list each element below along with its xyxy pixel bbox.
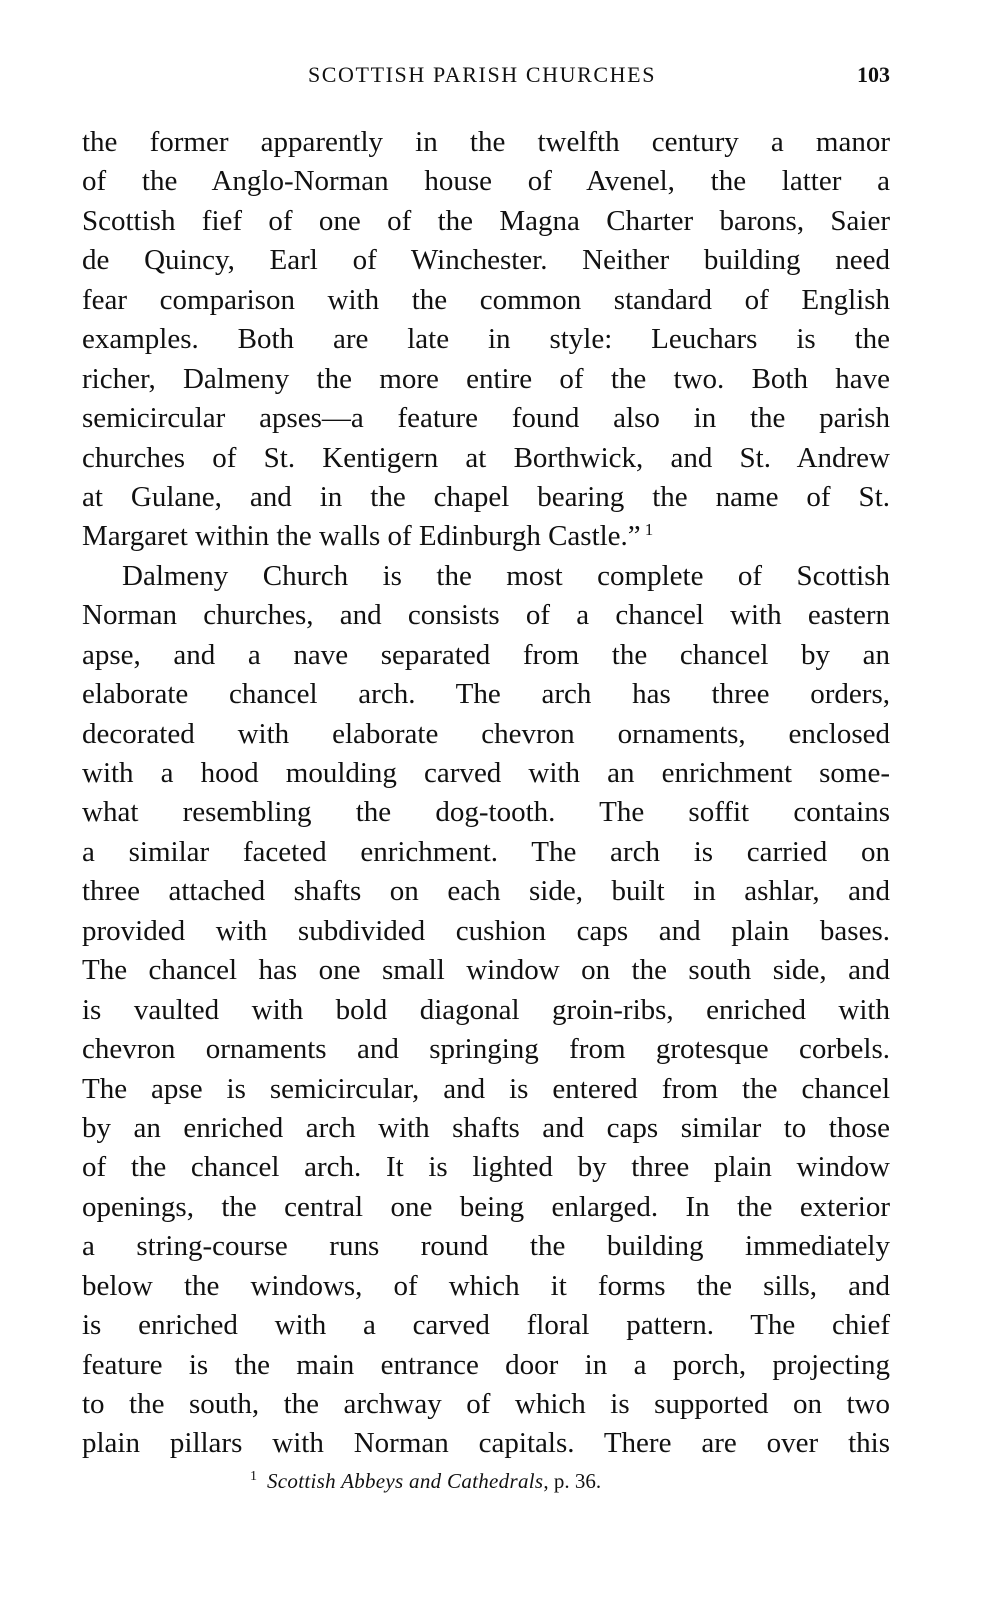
text-line: [82, 912, 890, 951]
line-text: is vaulted with bold diagonal groin-ribs, enriched with: [82, 993, 890, 1026]
text-line: [82, 320, 890, 359]
line-text: semicircular apses—a feature found also in the parish: [82, 402, 890, 435]
text-line: [82, 399, 890, 438]
text-line: [82, 1030, 890, 1069]
line-text: by an enriched arch with shafts and caps similar to those: [82, 1111, 890, 1144]
text-line: [82, 281, 890, 320]
text-line: [82, 1148, 890, 1187]
text-line: [82, 202, 890, 241]
line-text: at Gulane, and in the chapel bearing the name of St.: [82, 480, 890, 513]
line-text: with a hood moulding carved with an enrichment some-: [82, 757, 890, 789]
line-text: apse, and a nave separated from the chancel by an: [82, 638, 890, 671]
text-line: [82, 162, 890, 201]
line-text: below the windows, of which it forms the sills, and: [82, 1269, 890, 1302]
footnote-page: , p. 36.: [543, 1469, 602, 1493]
footnote-title: Scottish Abbeys and Cathedrals: [267, 1469, 544, 1493]
line-text: The chancel has one small window on the south side, and: [82, 954, 890, 987]
text-line: [82, 951, 890, 990]
line-text: decorated with elaborate chevron ornaments, enclosed: [82, 717, 890, 750]
text-line: [82, 241, 890, 280]
line-text: what resembling the dog-tooth. The soffit contains: [82, 796, 890, 829]
footnote-mark: 1: [250, 1469, 257, 1484]
text-line: [82, 833, 890, 872]
footnote-reference: 1: [644, 520, 654, 540]
text-line: [82, 123, 890, 162]
line-text: feature is the main entrance door in a porch, projecting: [82, 1348, 890, 1381]
text-line: [82, 754, 890, 793]
line-text: is enriched with a carved floral pattern. The chief: [82, 1309, 890, 1342]
text-line: [82, 1227, 890, 1266]
text-line: [82, 1267, 890, 1306]
body-text: [82, 123, 890, 1464]
text-line: [82, 1385, 890, 1424]
text-line: [82, 478, 890, 517]
line-text: de Quincy, Earl of Winchester. Neither building need: [82, 244, 890, 277]
text-line: [82, 991, 890, 1030]
text-line: [82, 1424, 890, 1463]
line-text: Norman churches, and consists of a chancel with eastern: [82, 599, 890, 632]
line-text: a similar faceted enrichment. The arch is carried on: [82, 835, 890, 868]
text-line: [82, 1306, 890, 1345]
line-text: fear comparison with the common standard of English: [82, 283, 890, 316]
line-text: The apse is semicircular, and is entered from the chancel: [82, 1072, 890, 1105]
line-text: plain pillars with Norman capitals. There are over this: [82, 1427, 890, 1460]
text-line: [82, 715, 890, 754]
footnote: [250, 1462, 601, 1496]
text-line: [82, 1109, 890, 1148]
line-text: of the chancel arch. It is lighted by three plain window: [82, 1151, 890, 1184]
line-text: Dalmeny Church is the most complete of Scottish: [122, 559, 890, 592]
line-text: Margaret within the walls of Edinburgh Castle.”: [82, 520, 641, 553]
text-line: [82, 596, 890, 635]
paragraph-1: [82, 123, 890, 557]
line-text: to the south, the archway of which is supported on two: [82, 1388, 890, 1420]
text-line: [82, 517, 890, 556]
text-line: [82, 360, 890, 399]
line-text: provided with subdivided cushion caps and plain bases.: [82, 914, 890, 947]
line-text: chevron ornaments and springing from grotesque corbels.: [82, 1033, 890, 1066]
text-line: [82, 1070, 890, 1109]
line-text: the former apparently in the twelfth century a manor: [82, 126, 890, 158]
paragraph-2: [82, 557, 890, 1464]
line-text: richer, Dalmeny the more entire of the two. Both have: [82, 362, 890, 395]
text-line: [82, 872, 890, 911]
line-text: Scottish fief of one of the Magna Charter barons, Saier: [82, 204, 890, 237]
page-number: 103: [857, 62, 890, 87]
text-line: [82, 793, 890, 832]
line-text: churches of St. Kentigern at Borthwick, and St. Andrew: [82, 441, 890, 474]
text-line: [82, 557, 890, 596]
running-head: [82, 58, 890, 92]
line-text: of the Anglo-Norman house of Avenel, the latter a: [82, 165, 890, 198]
line-text: examples. Both are late in style: Leuchars is the: [82, 323, 890, 356]
running-title: SCOTTISH PARISH CHURCHES: [307, 62, 657, 87]
line-text: openings, the central one being enlarged. In the exterior: [82, 1190, 890, 1223]
text-line: [82, 439, 890, 478]
text-line: [82, 675, 890, 714]
line-text: a string-course runs round the building immediately: [82, 1230, 890, 1263]
text-line: [82, 636, 890, 675]
line-text: elaborate chancel arch. The arch has three orders,: [82, 678, 890, 711]
text-line: [82, 1346, 890, 1385]
line-text: three attached shafts on each side, built in ashlar, and: [82, 875, 890, 908]
text-line: [82, 1188, 890, 1227]
